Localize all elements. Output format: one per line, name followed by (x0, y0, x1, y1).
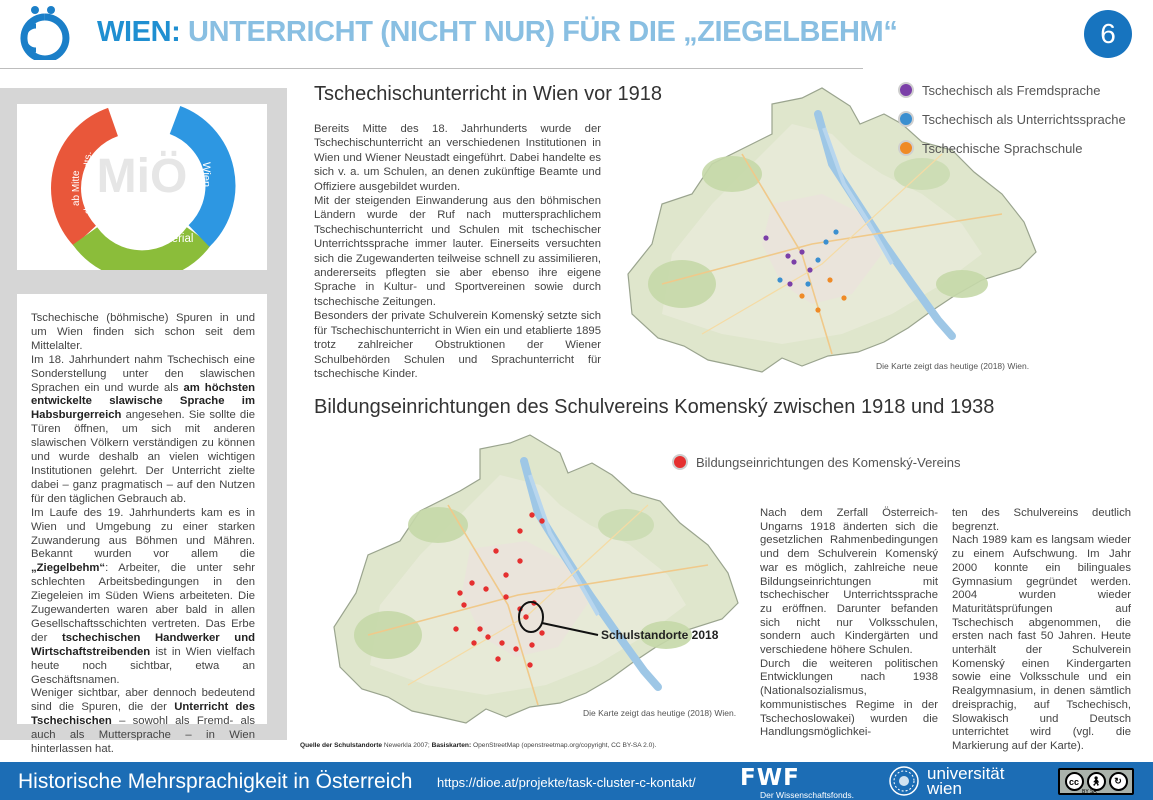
page-title (97, 16, 897, 49)
mio-logo-card (17, 104, 267, 270)
section1-paragraph-1: Bereits Mitte des 18. Jahrhunderts wurde der Tschechischunterricht an verschiedenen Institutionen in Wien und Wiener Neustadt eingeführt. Dabei handelte es sich v. a. um Schulen, an denen zukünftige Beamte und Offiziere ausgebildet wurden. (314, 123, 601, 193)
vienna-map-pre-1918 (622, 84, 1042, 376)
fwf-subtitle: Der Wissenschaftsfonds. (760, 790, 855, 800)
mio-label-left-2: des 18. Jhdts. (83, 151, 94, 214)
section1-paragraph-2: Mit der steigenden Einwanderung aus den böhmischen Ländern wurde der Ruf nach muttersprachlichem Tschechischunterricht und Schulen mit tschechischer Unterrichtssprache immer lauter. Einerseits versuchten sich die Zugewanderten teilweise schnell zu assimilieren, andererseits pflegten sie aber ebenso ihre eigene Sprache in Kultur- und Sportvereinen sowie durch tschechische Zeitungen. (314, 195, 601, 308)
intro-paragraph-1: Tschechische (böhmische) Spuren in und um Wien finden sich schon seit dem Mittelalter. (31, 312, 255, 352)
mio-letters: MiÖ (96, 150, 188, 203)
section2-col1-paragraph-1: Nach dem Zerfall Österreich-Ungarns 1918 änderten sich die gesetzlichen Rahmenbedingungen und dem Schulverein Komenský war es möglich, zahlreiche neue Bildungseinrichtungen mit tschechischer Unterrichtssprache zu eröffnen. Darunter befanden sich nicht nur Volksschulen, sondern auch Kindergärten und verschiedene höhere Schulen. (760, 507, 938, 657)
dioe-logo (18, 4, 72, 60)
section2-col2-paragraph-1: ten des Schulvereins deutlich begrenzt. (952, 507, 1131, 533)
map2-callout: Schulstandorte 2018 (601, 628, 719, 642)
sources-note: Quelle der Schulstandorte Newerkla 2007; Basiskarten: OpenStreetMap (openstreetmap.org/copyright, CC BY-SA 2.0). (300, 742, 657, 749)
mio-label-left-1: ab Mitte (71, 170, 82, 206)
by-person-icon: 🚶︎ (1087, 772, 1106, 791)
section1-paragraph-3: Besonders der private Schulverein Komenský setzte sich für Tschechischunterricht in Wien ein und etablierte 1895 trotz zahlreicher Obstruktionen der Wiener Schulbehörden Schulen und Sprachunterricht für tschechische Kinder. (314, 310, 601, 380)
legend-item-instruction-language: Tschechisch als Unterrichtssprache (898, 111, 1126, 127)
legend-dot-purple (898, 82, 914, 98)
vienna-map-1918-1938 (330, 433, 740, 727)
mio-logo (17, 104, 267, 270)
footer-url-link[interactable]: https://dioe.at/projekte/task-cluster-c-kontakt/ (437, 775, 696, 790)
title-topic: UNTERRICHT (NICHT NUR) FÜR DIE „ZIEGELBEHM“ (188, 16, 898, 48)
legend-dot-blue (898, 111, 914, 127)
university-seal-icon (888, 765, 920, 797)
intro-paragraph-4: Weniger sichtbar, aber dennoch bedeutend sind die Spuren, die der Unterricht des Tschechischen – sowohl als Fremd- als auch als Muttersprache – in Wien hinterlassen hat. (31, 687, 255, 756)
footer-title: Historische Mehrsprachigkeit in Österreich (18, 770, 413, 793)
section2-column-1 (760, 507, 938, 740)
footer-bar (0, 762, 1153, 800)
section1-text (314, 122, 601, 381)
section2-heading: Bildungseinrichtungen des Schulvereins Komenský zwischen 1918 und 1938 (314, 396, 995, 418)
mio-label-right: Wien (200, 162, 212, 188)
section2-col2-paragraph-2: Nach 1989 kam es langsam wieder zu einem Aufschwung. Im Jahr 2000 konnte ein bilinguales Gymnasium gegründet werden. 2004 wurden wieder Maturitätsprüfungen auf Tschechisch abgenommen, die ersten nach fast 50 Jahren. Heute unterhält der Schulverein Komenský einen Kindergarten sowie eine Volksschule und ein Realgymnasium, in denen sämtlich dreisprachig, auf Tschechisch, Slowakisch und Deutsch unterrichtet wird (vgl. die Markierung auf der Karte). (952, 534, 1131, 752)
legend-dot-orange (898, 140, 914, 156)
cc-label: BY SA (1082, 789, 1097, 795)
map2-caption: Die Karte zeigt das heutige (2018) Wien. (583, 708, 737, 718)
intro-paragraph-3: Im Laufe des 19. Jahrhunderts kam es in Wien und Umgebung zu einer starken Zuwanderung aus Böhmen und Mähren. Bekannt wurden vor allem die „Ziegelbehm“: Arbeiter, die unter sehr schlechten Arbeitsbedingungen in den Ziegeleien im Süden Wiens arbeiteten. Die Zugewanderten waren aber bald in allen Gesellschaftsschichten vertreten. Das Erbe der tschechischen Handwerker und Wirtschaftstreibenden ist in Wien vielfach heute noch sichtbar, etwa an Geschäftsnamen. (31, 506, 255, 686)
section2-col1-paragraph-2: Durch die weiteren politischen Entwicklungen nach 1938 (Nationalsozialismus, kommunistisches Regime in der Tschechoslowakei) wurden die Handlungsmöglichkei- (760, 657, 938, 739)
legend-item-komensky: Bildungseinrichtungen des Komenský-Vereins (672, 454, 961, 470)
intro-card (17, 294, 267, 756)
mio-label-bottom: Archivmaterial (120, 233, 194, 245)
map1-caption: Die Karte zeigt das heutige (2018) Wien. (876, 361, 1030, 371)
section1-heading: Tschechischunterricht in Wien vor 1918 (314, 83, 662, 105)
section2-column-2 (952, 507, 1131, 754)
university-name: universität wien (927, 764, 1005, 798)
legend-item-language-school: Tschechische Sprachschule (898, 140, 1082, 156)
cc-icon: cc (1065, 772, 1084, 791)
title-city: WIEN: (97, 16, 181, 48)
intro-text (31, 312, 255, 757)
sa-share-alike-icon: ↻ (1109, 772, 1128, 791)
intro-paragraph-2: Im 18. Jahrhundert nahm Tschechisch eine Sonderstellung unter den slawischen Sprachen ein und wurde als am höchsten entwickelte slawische Sprache im Habsburgerreich angesehen. Sie sollte die Türen öffnen, um sich mit anderen slawischen Völkern verständigen zu können und wurde deshalb an vielen wichtigen Institutionen gelehrt. Der Unterricht zielte dabei – ganz pragmatisch – auf den Nutzen für den täglichen Gebrauch ab. (31, 353, 256, 505)
header-divider (0, 68, 863, 69)
fwf-logo: FWF (740, 765, 800, 791)
legend-item-foreign-language: Tschechisch als Fremdsprache (898, 82, 1100, 98)
page-number-badge: 6 (1084, 10, 1132, 58)
